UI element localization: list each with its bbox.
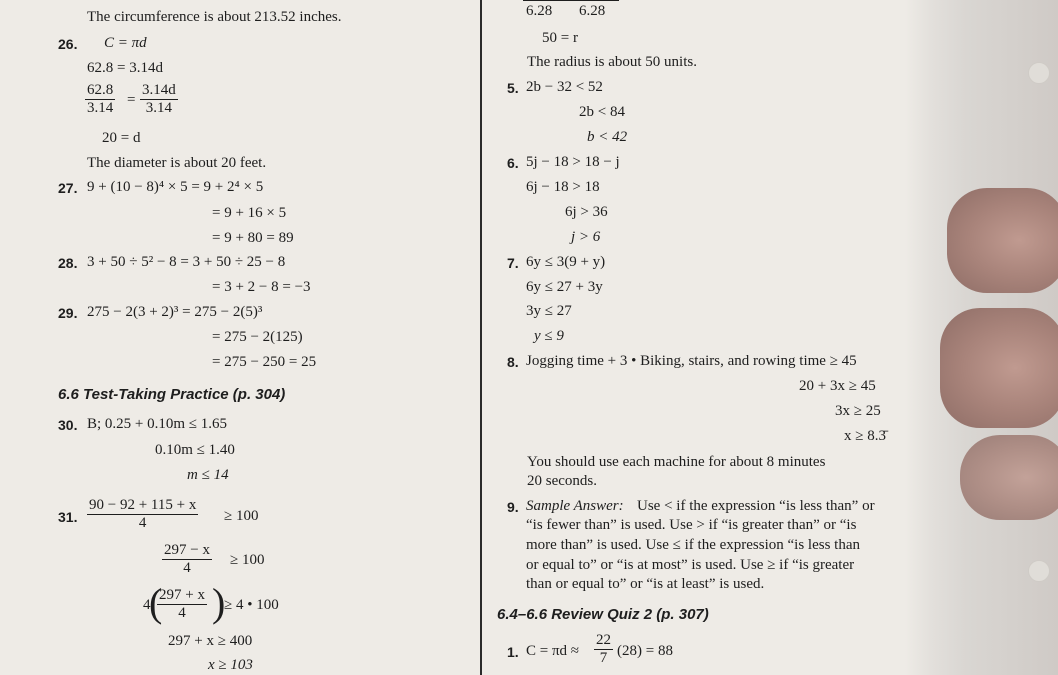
equation-line: 6y ≤ 3(9 + y) (526, 254, 606, 270)
finger (947, 188, 1058, 293)
right-paren: ) (212, 580, 226, 625)
equation-line: (28) = 88 (617, 643, 673, 659)
inequality-rest: ≥ 100 (230, 552, 265, 568)
fraction-denominator: 7 (599, 650, 608, 666)
equation-line: 50 = r (542, 30, 578, 46)
text-line: The radius is about 50 units. (527, 54, 697, 70)
text-line: 20 seconds. (527, 473, 597, 489)
equation-line: 3x ≥ 25 (835, 403, 881, 419)
left-column (0, 0, 480, 675)
problem-number: 31. (58, 509, 78, 525)
binder-hole (1028, 560, 1050, 582)
equation-line: x ≥ 8.3̄ (844, 428, 886, 444)
text-line: The circumference is about 213.52 inches. (87, 9, 342, 25)
problem-number: 9. (507, 499, 519, 515)
answer-label: Sample Answer: (526, 498, 624, 514)
equation-line: = 275 − 250 = 25 (212, 354, 317, 370)
equation-line: 20 = d (102, 130, 141, 146)
fraction (140, 82, 178, 117)
problem-number: 6. (507, 155, 519, 171)
fraction-denominator: 4 (183, 560, 191, 576)
fraction (157, 587, 207, 622)
fraction-denominator: 4 (138, 515, 147, 531)
text-line: or equal to” or “is at most” is used. Use ≥ if “is greater (526, 557, 855, 573)
inequality-rest: ≥ 4 • 100 (224, 597, 279, 613)
fraction-numerator: 62.8 (87, 82, 114, 98)
equation-line: 5j − 18 > 18 − j (526, 154, 620, 170)
problem-number: 5. (507, 80, 519, 96)
text-line: than or equal to” or “is at least” is used. (526, 576, 765, 592)
problem-number: 26. (58, 36, 78, 52)
problem-number: 1. (507, 644, 519, 660)
equation-line: 6j > 36 (565, 204, 608, 220)
equation-line: 9 + (10 − 8)⁴ × 5 = 9 + 2⁴ × 5 (87, 179, 264, 195)
equation-line: y ≤ 9 (534, 328, 564, 344)
fraction-numerator: 90 − 92 + 115 + x (89, 497, 197, 513)
equation-line: 62.8 = 3.14d (87, 60, 163, 76)
equation-line: 0.10m ≤ 1.40 (155, 442, 235, 458)
equation-line: 20 + 3x ≥ 45 (799, 378, 876, 394)
fraction-denominator: 6.28 (579, 3, 606, 19)
fraction-denominator: 6.28 (526, 3, 553, 19)
equation-line: C = πd (104, 35, 147, 51)
equation-line: 275 − 2(3 + 2)³ = 275 − 2(5)³ (87, 304, 263, 320)
problem-number: 7. (507, 255, 519, 271)
finger (960, 435, 1058, 520)
section-heading: 6.6 Test-Taking Practice (p. 304) (58, 386, 286, 403)
problem-number: 27. (58, 180, 78, 196)
text-line: Use < if the expression “is less than” or (637, 498, 875, 514)
fraction-denominator: 4 (178, 605, 186, 621)
text-line: “is fewer than” is used. Use > if “is greater than” or “is (526, 517, 857, 533)
equation-line: j > 6 (571, 229, 601, 245)
inequality-rest: ≥ 100 (224, 508, 259, 524)
equation-line: x ≥ 103 (208, 657, 253, 673)
equation-line: C = πd ≈ (526, 643, 580, 659)
fraction-numerator: 3.14d (142, 82, 176, 98)
fraction (162, 542, 212, 577)
fraction-numerator: 297 − x (164, 542, 210, 558)
equation-line: b < 42 (587, 129, 628, 145)
coefficient: 4 (143, 597, 151, 613)
fraction-numerator: 22 (596, 632, 611, 648)
fraction-bar (523, 0, 619, 1)
fraction-denominator: 3.14 (87, 100, 114, 116)
equation-line: = 275 − 2(125) (212, 329, 303, 345)
text-line: You should use each machine for about 8 minutes (527, 454, 826, 470)
problem-number: 8. (507, 354, 519, 370)
fraction (594, 632, 613, 667)
problem-number: 28. (58, 255, 78, 271)
equation-line: m ≤ 14 (187, 467, 229, 483)
section-heading: 6.4–6.6 Review Quiz 2 (p. 307) (497, 606, 709, 623)
text-line: Jogging time + 3 • Biking, stairs, and rowing time ≥ 45 (526, 353, 857, 369)
equation-line: 6y ≤ 27 + 3y (526, 279, 603, 295)
fraction-denominator: 3.14 (145, 100, 172, 116)
column-divider (480, 0, 482, 675)
equation-line: = 9 + 16 × 5 (212, 205, 287, 221)
problem-number: 30. (58, 417, 78, 433)
equation-line: 3y ≤ 27 (526, 303, 572, 319)
problem-number: 29. (58, 305, 78, 321)
fraction (85, 82, 115, 117)
equation-line: 297 + x ≥ 400 (168, 633, 253, 649)
equation-line: = 9 + 80 = 89 (212, 230, 294, 246)
equation-line: B; 0.25 + 0.10m ≤ 1.65 (87, 416, 228, 432)
equals-sign: = (127, 92, 136, 108)
text-line: more than” is used. Use ≤ if the expression “is less than (526, 537, 860, 553)
text-line: The diameter is about 20 feet. (87, 155, 267, 171)
equation-line: 2b − 32 < 52 (526, 79, 603, 95)
left-paren: ( (149, 580, 163, 625)
equation-line: 2b < 84 (579, 104, 625, 120)
finger (940, 308, 1058, 428)
fraction-numerator: 297 + x (159, 587, 205, 603)
binder-hole (1028, 62, 1050, 84)
equation-line: 6j − 18 > 18 (526, 179, 600, 195)
equation-line: 3 + 50 ÷ 5² − 8 = 3 + 50 ÷ 25 − 8 (87, 254, 286, 270)
fraction (87, 497, 198, 532)
equation-line: = 3 + 2 − 8 = −3 (212, 279, 311, 295)
